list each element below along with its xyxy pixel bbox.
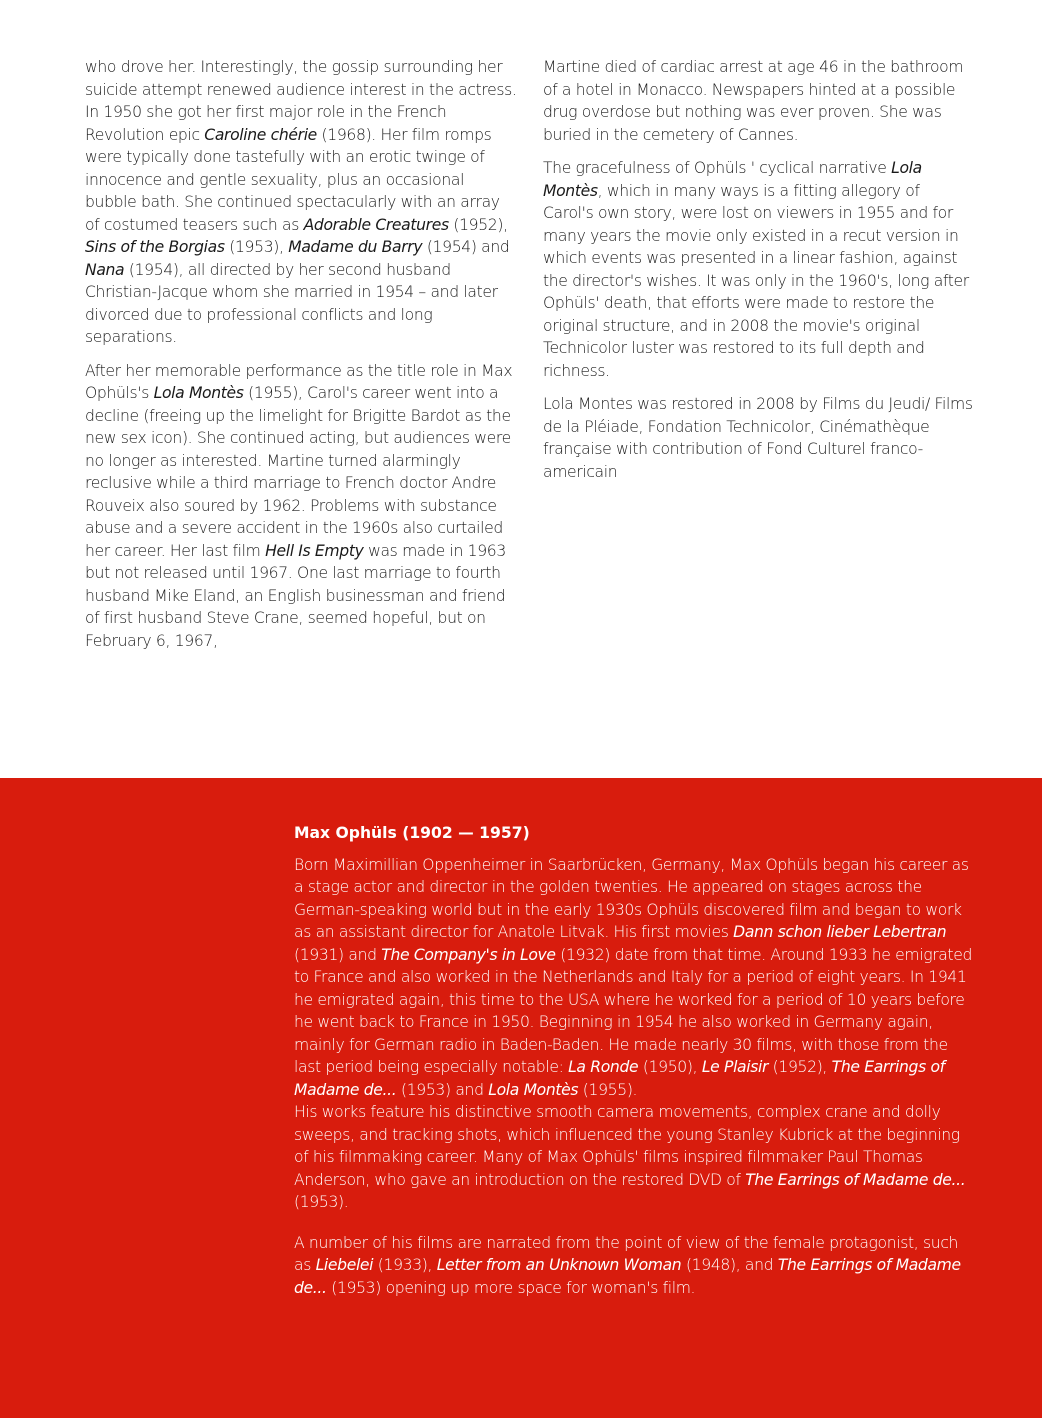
text-run: (1952), <box>768 1058 832 1076</box>
text-run: Martine died of cardiac arrest at age 46 in the bathroom of a hotel in Monacco. Newspapers hinted at a possible drug overdose but nothing was ever proven. She was buried in the cemetery of Cannes. <box>543 58 964 144</box>
paragraph <box>543 393 973 483</box>
text-run: (1931) and <box>294 945 382 964</box>
text-run: (1950), <box>638 1058 702 1076</box>
title-text: Lola Montès <box>543 159 922 200</box>
title-text: Liebelei <box>315 1256 374 1274</box>
text-run: (1932) date from that time. Around 1933 he emigrated to France and also worked in the Netherlands and Italy for a period of eight years. In 1941 he emigrated again, this time to the USA where he worked for a period of 10 years before he went back to France in 1950. Beginning in 1954 he also worked in Germany again, mainly for German radio in Baden-Baden. He made nearly 30 films, with those from the last period being especially notable: <box>294 945 973 1076</box>
title-text: Letter from an Unknown Woman <box>436 1256 682 1274</box>
text-run: (1933), <box>373 1256 437 1274</box>
right-text-column <box>543 56 973 494</box>
title-text: The Earrings of Madame de... <box>745 1170 966 1189</box>
text-run: (1968). Her film romps were typically done tastefully with an erotic twinge of innocence and gentle sexuality, plus an occasional bubble bath. She continued spectacularly with an array of costumed teasers such as <box>85 125 500 234</box>
text-run: Lola Montes was restored in 2008 by Films du Jeudi/ Films de la Pléiade, Fondation Technicolor, Cinémathèque française with contribution of Fond Culturel franco-americain <box>543 395 973 481</box>
biography-heading: Max Ophüls (1902 — 1957) <box>294 824 530 842</box>
text-run: Born Maximillian Oppenheimer in Saarbrücken, Germany, Max Ophüls began his career as a stage actor and director in the golden twenties. He appeared on stages across the German-speaking world but in the early 1930s Ophüls discovered film and began to work as an assistant director for Anatole Litvak. His first movies <box>294 855 969 941</box>
paragraph <box>294 1232 978 1300</box>
title-text: Sins of the Borgias <box>85 238 225 256</box>
title-text: La Ronde <box>568 1058 639 1076</box>
text-run: (1948), and <box>681 1256 778 1274</box>
text-run: (1953) opening up more space for woman's film. <box>326 1278 696 1297</box>
title-text: The Company's in Love <box>381 945 556 964</box>
text-run: The gracefulness of Ophüls ' cyclical narrative <box>543 159 892 177</box>
text-run: who drove her. Interestingly, the gossip surrounding her suicide attempt renewed audience interest in the actress. In 1950 she got her first major role in the French Revolution epic <box>85 58 517 144</box>
title-text: Dann schon lieber Lebertran <box>733 923 947 941</box>
director-biography <box>294 822 978 1299</box>
title-text: Nana <box>85 260 125 279</box>
text-run: After her memorable performance as the title role in Max Ophüls's <box>85 361 513 402</box>
text-run: (1955), Carol's career went into a decline (freeing up the limelight for Brigitte Bardot as the new sex icon). She continued acting, but audiences were no longer as interested. Martine turned alarmingly reclusive while a third marriage to French doctor Andre Rouveix also soured by 1962. Problems with substance abuse and a severe accident in the 1960s also curtailed her career. Her last film <box>85 384 511 560</box>
text-run: His works feature his distinctive smooth camera movements, complex crane and dolly sweeps, and tracking shots, which influenced the young Stanley Kubrick at the beginning of his filmmaking career. Many of Max Ophüls' films inspired filmmaker Paul Thomas Anderson, who gave an introduction on the restored DVD of <box>294 1103 960 1189</box>
paragraph <box>543 56 973 146</box>
paragraph <box>543 157 973 382</box>
title-text: Lola Montès <box>153 384 244 402</box>
text-run: A number of his films are narrated from the point of view of the female protagonist, such as <box>294 1233 959 1274</box>
left-text-column <box>85 56 517 663</box>
title-text: The Earrings of Madame de... <box>294 1256 961 1297</box>
paragraph <box>85 360 517 653</box>
text-run: (1954) and <box>422 238 510 256</box>
text-run: (1953), <box>224 238 289 256</box>
text-run: (1954), all directed by her second husband Christian-Jacque whom she married in 1954 – and later divorced due to professional conflicts and long separations. <box>85 260 498 346</box>
text-run: (1952), <box>448 215 508 234</box>
text-run: (1953). <box>294 1193 349 1211</box>
title-text: Madame du Barry <box>288 238 423 256</box>
text-run: was made in 1963 but not released until 1967. One last marriage to fourth husband Mike Eland, an English businessman and friend of first husband Steve Crane, seemed hopeful, but on February 6, 1967, <box>85 541 506 650</box>
title-text: Le Plaisir <box>701 1058 769 1076</box>
title-text: Hell Is Empty <box>265 541 364 560</box>
title-text: The Earrings of Madame de... <box>294 1058 945 1099</box>
text-run: (1955). <box>578 1080 638 1099</box>
text-run: (1953) and <box>396 1080 489 1099</box>
title-text: Lola Montès <box>488 1080 579 1099</box>
text-run: , which in many ways is a fitting allegory of Carol's own story, were lost on viewers in 1955 and for many years the movie only existed in a recut version in which events was presented in a linear fashion, against the director's wishes. It was only in the 1960's, long after Ophüls' death, that efforts were made to restore the original structure, and in 2008 the movie's original Technicolor luster was restored to its full depth and richness. <box>543 181 969 380</box>
paragraph <box>294 854 978 1102</box>
title-text: Caroline chérie <box>204 125 317 144</box>
title-text: Adorable Creatures <box>303 215 449 234</box>
paragraph <box>85 56 517 349</box>
paragraph <box>294 1101 978 1214</box>
